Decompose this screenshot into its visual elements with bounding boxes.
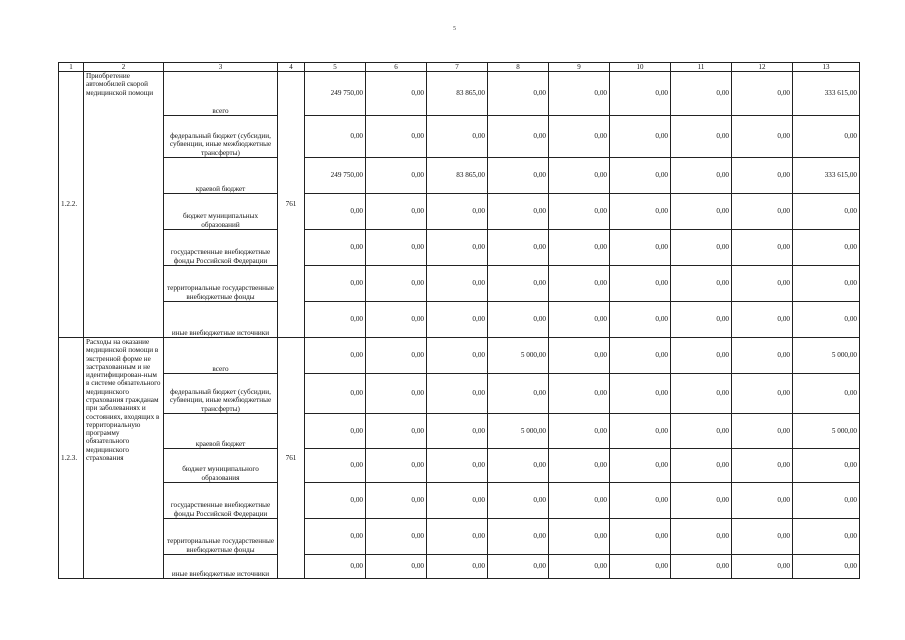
amount-cell: 0,00 (305, 414, 366, 449)
amount-cell: 0,00 (488, 230, 549, 266)
amount-cell: 0,00 (488, 374, 549, 414)
page-number: 5 (453, 26, 456, 32)
amount-cell: 0,00 (427, 266, 488, 302)
amount-cell: 0,00 (366, 194, 427, 230)
funding-source: краевой бюджет (164, 414, 278, 449)
amount-cell: 0,00 (427, 338, 488, 374)
amount-cell: 0,00 (732, 230, 793, 266)
amount-cell: 0,00 (305, 266, 366, 302)
funding-source: бюджет муниципального образования (164, 449, 278, 483)
amount-cell: 0,00 (793, 194, 860, 230)
amount-cell: 249 750,00 (305, 158, 366, 194)
amount-cell: 0,00 (732, 519, 793, 555)
amount-cell: 0,00 (793, 449, 860, 483)
column-number: 10 (610, 63, 671, 72)
amount-cell: 0,00 (793, 302, 860, 338)
amount-cell: 0,00 (366, 519, 427, 555)
amount-cell: 0,00 (305, 519, 366, 555)
amount-cell: 0,00 (488, 519, 549, 555)
amount-cell: 0,00 (793, 555, 860, 579)
amount-cell: 0,00 (671, 338, 732, 374)
amount-cell: 0,00 (366, 414, 427, 449)
amount-cell: 0,00 (305, 194, 366, 230)
amount-cell: 0,00 (732, 555, 793, 579)
table-row (59, 519, 860, 555)
amount-cell: 0,00 (610, 483, 671, 519)
amount-cell: 0,00 (671, 72, 732, 116)
amount-cell: 0,00 (671, 519, 732, 555)
amount-cell: 0,00 (549, 116, 610, 158)
column-number: 4 (278, 63, 305, 72)
amount-cell: 0,00 (671, 555, 732, 579)
table-row (59, 483, 860, 519)
column-number: 6 (366, 63, 427, 72)
table-row (59, 158, 860, 194)
amount-cell: 0,00 (427, 194, 488, 230)
funding-source: краевой бюджет (164, 158, 278, 194)
amount-cell: 0,00 (732, 374, 793, 414)
amount-cell: 0,00 (427, 302, 488, 338)
amount-cell: 0,00 (793, 374, 860, 414)
amount-cell: 0,00 (549, 158, 610, 194)
amount-cell: 0,00 (732, 483, 793, 519)
amount-cell: 0,00 (366, 116, 427, 158)
amount-cell: 0,00 (732, 194, 793, 230)
amount-cell: 0,00 (488, 449, 549, 483)
table-row (59, 116, 860, 158)
amount-cell: 0,00 (488, 72, 549, 116)
amount-cell: 0,00 (366, 449, 427, 483)
amount-cell: 0,00 (793, 116, 860, 158)
amount-cell: 0,00 (671, 302, 732, 338)
amount-cell: 0,00 (793, 230, 860, 266)
funding-source: федеральный бюджет (субсидии, субвенции, иные межбюджетные трансферты) (164, 116, 278, 158)
amount-cell: 0,00 (366, 158, 427, 194)
amount-cell: 0,00 (732, 302, 793, 338)
amount-cell: 0,00 (427, 230, 488, 266)
amount-cell: 0,00 (366, 266, 427, 302)
amount-cell: 0,00 (549, 230, 610, 266)
amount-cell: 0,00 (305, 116, 366, 158)
amount-cell: 0,00 (549, 555, 610, 579)
amount-cell: 0,00 (488, 302, 549, 338)
amount-cell: 0,00 (610, 194, 671, 230)
amount-cell: 0,00 (732, 338, 793, 374)
amount-cell: 0,00 (366, 72, 427, 116)
column-number: 5 (305, 63, 366, 72)
amount-cell: 333 615,00 (793, 72, 860, 116)
amount-cell: 0,00 (671, 449, 732, 483)
table-row (59, 194, 860, 230)
amount-cell: 0,00 (488, 266, 549, 302)
amount-cell: 0,00 (305, 483, 366, 519)
amount-cell: 0,00 (549, 338, 610, 374)
column-number: 8 (488, 63, 549, 72)
amount-cell: 0,00 (610, 266, 671, 302)
amount-cell: 0,00 (610, 116, 671, 158)
amount-cell: 0,00 (793, 266, 860, 302)
column-number: 13 (793, 63, 860, 72)
table-row (59, 414, 860, 449)
amount-cell: 0,00 (610, 519, 671, 555)
amount-cell: 0,00 (732, 449, 793, 483)
amount-cell: 0,00 (427, 483, 488, 519)
amount-cell: 0,00 (793, 483, 860, 519)
amount-cell: 0,00 (610, 230, 671, 266)
amount-cell: 0,00 (366, 555, 427, 579)
amount-cell: 0,00 (671, 266, 732, 302)
amount-cell: 0,00 (671, 194, 732, 230)
item-name: Приобретение автомобилей скорой медицинской помощи (84, 72, 164, 338)
amount-cell: 5 000,00 (793, 414, 860, 449)
funding-source: государственные внебюджетные фонды Российской Федерации (164, 230, 278, 266)
amount-cell: 333 615,00 (793, 158, 860, 194)
table-row (59, 266, 860, 302)
amount-cell: 0,00 (427, 414, 488, 449)
amount-cell: 0,00 (671, 158, 732, 194)
funding-source: бюджет муниципальных образований (164, 194, 278, 230)
column-number: 12 (732, 63, 793, 72)
amount-cell: 0,00 (488, 483, 549, 519)
funding-source: иные внебюджетные источники (164, 302, 278, 338)
funding-source: всего (164, 338, 278, 374)
amount-cell: 0,00 (305, 302, 366, 338)
column-number: 2 (84, 63, 164, 72)
amount-cell: 0,00 (305, 338, 366, 374)
amount-cell: 0,00 (671, 374, 732, 414)
budget-code: 761 (278, 338, 305, 579)
amount-cell: 0,00 (671, 230, 732, 266)
amount-cell: 0,00 (427, 555, 488, 579)
amount-cell: 83 865,00 (427, 72, 488, 116)
column-number: 3 (164, 63, 278, 72)
table-row (59, 72, 860, 116)
column-number: 1 (59, 63, 84, 72)
amount-cell: 0,00 (366, 338, 427, 374)
amount-cell: 0,00 (671, 483, 732, 519)
amount-cell: 0,00 (610, 555, 671, 579)
column-number: 11 (671, 63, 732, 72)
table-row (59, 302, 860, 338)
table-row (59, 449, 860, 483)
amount-cell: 249 750,00 (305, 72, 366, 116)
amount-cell: 0,00 (610, 338, 671, 374)
funding-source: иные внебюджетные источники (164, 555, 278, 579)
amount-cell: 0,00 (610, 302, 671, 338)
amount-cell: 0,00 (488, 116, 549, 158)
item-name: Расходы на оказание медицинской помощи в экстренной форме не застрахованным и не идентифицирован-ным в системе обязательного медицинского страхования гражданам при заболеваниях и состояниях, входящих в территориальную программу обязательного медицинского страхования (84, 338, 164, 579)
amount-cell: 0,00 (610, 72, 671, 116)
amount-cell: 0,00 (610, 158, 671, 194)
funding-source: государственные внебюджетные фонды Российской Федерации (164, 483, 278, 519)
table-row (59, 230, 860, 266)
amount-cell: 0,00 (732, 116, 793, 158)
column-number: 7 (427, 63, 488, 72)
amount-cell: 0,00 (793, 519, 860, 555)
funding-source: федеральный бюджет (субсидии, субвенции, иные межбюджетные трансферты) (164, 374, 278, 414)
amount-cell: 0,00 (488, 158, 549, 194)
amount-cell: 5 000,00 (793, 338, 860, 374)
amount-cell: 0,00 (671, 414, 732, 449)
table-row (59, 338, 860, 374)
amount-cell: 0,00 (732, 414, 793, 449)
amount-cell: 0,00 (427, 519, 488, 555)
column-number: 9 (549, 63, 610, 72)
amount-cell: 0,00 (488, 194, 549, 230)
budget-table (58, 62, 860, 579)
amount-cell: 0,00 (549, 72, 610, 116)
table-row (59, 374, 860, 414)
amount-cell: 0,00 (549, 449, 610, 483)
amount-cell: 0,00 (427, 449, 488, 483)
amount-cell: 0,00 (305, 230, 366, 266)
amount-cell: 0,00 (549, 483, 610, 519)
budget-code: 761 (278, 72, 305, 338)
funding-source: территориальные государственные внебюджетные фонды (164, 519, 278, 555)
amount-cell: 0,00 (488, 555, 549, 579)
amount-cell: 0,00 (305, 555, 366, 579)
amount-cell: 0,00 (305, 374, 366, 414)
table-row (59, 555, 860, 579)
amount-cell: 0,00 (610, 414, 671, 449)
item-number: 1.2.3. (59, 338, 84, 579)
amount-cell: 0,00 (366, 483, 427, 519)
amount-cell: 0,00 (549, 374, 610, 414)
amount-cell: 0,00 (366, 374, 427, 414)
amount-cell: 0,00 (366, 230, 427, 266)
amount-cell: 0,00 (549, 302, 610, 338)
funding-source: территориальные государственные внебюджетные фонды (164, 266, 278, 302)
amount-cell: 0,00 (427, 374, 488, 414)
funding-source: всего (164, 72, 278, 116)
amount-cell: 0,00 (732, 158, 793, 194)
amount-cell: 0,00 (732, 266, 793, 302)
amount-cell: 0,00 (610, 374, 671, 414)
amount-cell: 0,00 (427, 116, 488, 158)
amount-cell: 0,00 (610, 449, 671, 483)
amount-cell: 0,00 (549, 519, 610, 555)
amount-cell: 0,00 (549, 414, 610, 449)
amount-cell: 0,00 (549, 266, 610, 302)
amount-cell: 0,00 (305, 449, 366, 483)
amount-cell: 0,00 (549, 194, 610, 230)
amount-cell: 5 000,00 (488, 338, 549, 374)
amount-cell: 5 000,00 (488, 414, 549, 449)
amount-cell: 0,00 (366, 302, 427, 338)
column-number-row (59, 63, 860, 72)
amount-cell: 0,00 (671, 116, 732, 158)
item-number: 1.2.2. (59, 72, 84, 338)
amount-cell: 83 865,00 (427, 158, 488, 194)
amount-cell: 0,00 (732, 72, 793, 116)
